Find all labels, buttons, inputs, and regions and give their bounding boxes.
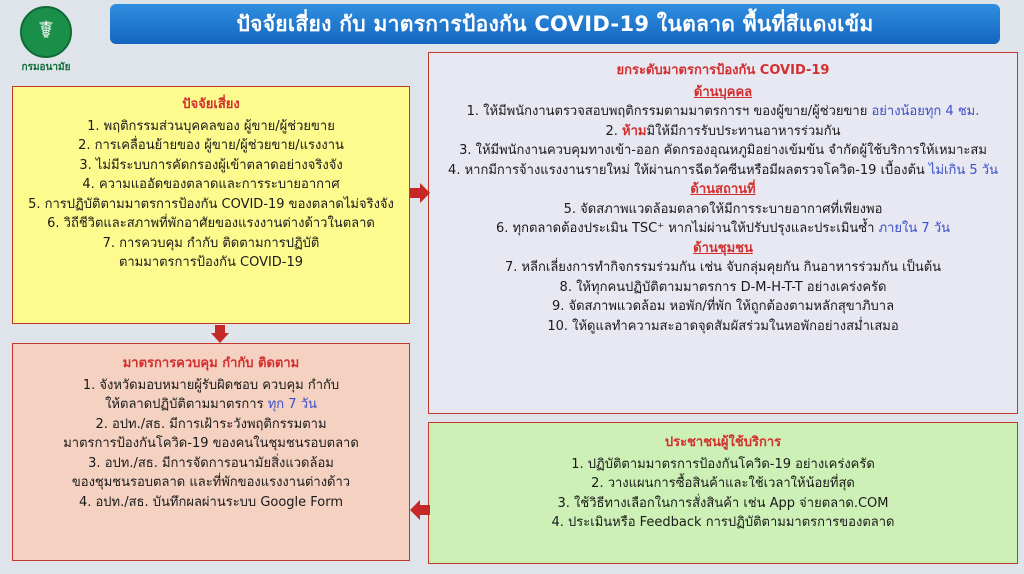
logo-text: กรมอนามัย: [21, 62, 71, 73]
measure-item: [437, 161, 1009, 181]
section-place-title: ด้านสถานที่: [690, 182, 756, 197]
user-item: 4. ประเมินหรือ Feedback การปฏิบัติตามมาตรการของตลาด: [551, 515, 895, 530]
measure-item-highlight: ภายใน 7 วัน: [878, 221, 951, 236]
measure-item: 5. จัดสภาพแวดล้อมตลาดให้มีการระบายอากาศที่เพียงพอ: [563, 201, 883, 217]
control-item: มาตรการป้องกันโควิด-19 ของคนในชุมชนรอบตลาด: [63, 436, 359, 451]
measure-item: 7. หลีกเลี่ยงการทำกิจกรรมร่วมกัน เช่น จับกลุ่มคุยกัน กินอาหารร่วมกัน เป็นต้น: [504, 260, 942, 275]
page-title: ปัจจัยเสี่ยง กับ มาตรการป้องกัน COVID-19 ในตลาด พื้นที่สีแดงเข้ม: [236, 11, 874, 36]
risk-item: 1. พฤติกรรมส่วนบุคคลของ ผู้ขาย/ผู้ช่วยขาย: [87, 118, 335, 134]
measures-title: ยกระดับมาตรการป้องกัน COVID-19: [616, 63, 830, 78]
measure-item-text: 6. ทุกตลาดต้องประเมิน TSC⁺ หากไม่ผ่านให้ปรับปรุงและประเมินซ้ำ: [495, 221, 875, 236]
risk-item: 5. การปฏิบัติตามมาตรการป้องกัน COVID-19 ของตลาดไม่จริงจัง: [28, 196, 394, 212]
arrow-left-icon: [410, 500, 430, 520]
control-item: 3. อปท./สธ. มีการจัดการอนามัยสิ่งแวดล้อม: [88, 455, 334, 471]
risk-item: 2. การเคลื่อนย้ายของ ผู้ขาย/ผู้ช่วยขาย/แรงงาน: [78, 138, 344, 153]
department-of-health-logo: [14, 6, 78, 76]
control-item-highlight: ทุก 7 วัน: [267, 397, 317, 412]
control-measures-box: [12, 343, 410, 561]
risk-item: 6. วิถีชีวิตและสภาพที่พักอาศัยของแรงงานต่างด้าวในตลาด: [47, 216, 375, 231]
control-item-text: ให้ตลาดปฏิบัติตามมาตรการ: [105, 397, 264, 412]
measure-item-text: 4. หากมีการจ้างแรงงานรายใหม่ ให้ผ่านการฉีดวัคซีนหรือมีผลตรวจโควิด-19 เบื้องต้น: [448, 162, 925, 178]
measure-item-text: 1. ให้มีพนักงานตรวจสอบพฤติกรรมตามมาตรการฯ ของผู้ขาย/ผู้ช่วยขาย: [466, 104, 868, 119]
measure-item: 3. ให้มีพนักงานควบคุมทางเข้า-ออก คัดกรองอุณหภูมิอย่างเข้มข้น จำกัดผู้ใช้บริการให้เหมาะสม: [459, 143, 987, 158]
user-item: 1. ปฏิบัติตามมาตรการป้องกันโควิด-19 อย่างเคร่งครัด: [571, 456, 875, 472]
measure-item: [437, 122, 1009, 142]
section-community-title: ด้านชุมชน: [693, 240, 753, 256]
measure-item: 10. ให้ดูแลทำความสะอาดจุดสัมผัสร่วมในหอพักอย่างสม่ำเสมอ: [547, 318, 899, 334]
users-title: ประชาชนผู้ใช้บริการ: [664, 435, 782, 450]
risk-factors-box: [12, 86, 410, 324]
measure-item: [437, 102, 1009, 122]
user-item: 2. วางแผนการซื้อสินค้าและใช้เวลาให้น้อยที่สุด: [591, 476, 855, 491]
measure-item-highlight: ห้าม: [622, 123, 647, 139]
measure-item-highlight: ไม่เกิน 5 วัน: [928, 162, 998, 178]
title-banner: [110, 4, 1000, 44]
control-item: [21, 395, 401, 415]
risk-item: 4. ความแออัดของตลาดและการระบายอากาศ: [82, 177, 340, 192]
control-item: 2. อปท./สธ. มีการเฝ้าระวังพฤติกรรมตาม: [95, 416, 327, 432]
risk-factors-title: ปัจจัยเสี่ยง: [182, 97, 240, 112]
measure-item: 9. จัดสภาพแวดล้อม หอพัก/ที่พัก ให้ถูกต้องตามหลักสุขาภิบาล: [551, 299, 895, 314]
arrow-right-icon: [410, 183, 430, 203]
risk-item: 7. การควบคุม กำกับ ติดตามการปฏิบัติ: [102, 235, 320, 251]
risk-item: 3. ไม่มีระบบการคัดกรองผู้เข้าตลาดอย่างจริงจัง: [79, 157, 343, 173]
measure-item: 8. ให้ทุกคนปฏิบัติตามมาตรการ D-M-H-T-T อย่างเคร่งครัด: [559, 279, 887, 295]
upgraded-measures-box: [428, 52, 1018, 414]
user-item: 3. ใช้วิธีทางเลือกในการสั่งสินค้า เช่น App จ่ายตลาด.COM: [557, 495, 889, 511]
measure-item-highlight: อย่างน้อยทุก 4 ชม.: [871, 104, 980, 119]
control-item: 4. อปท./สธ. บันทึกผลผ่านระบบ Google Form: [78, 494, 344, 510]
section-personal-title: ด้านบุคคล: [693, 84, 753, 100]
users-box: [428, 422, 1018, 564]
control-item: ของชุมชนรอบตลาด และที่พักของแรงงานต่างด้าว: [71, 475, 351, 490]
control-item: 1. จังหวัดมอบหมายผู้รับผิดชอบ ควบคุม กำกับ: [82, 377, 340, 393]
health-seal-icon: [20, 6, 72, 58]
measure-item: [437, 219, 1009, 239]
measure-item-number: 2.: [605, 123, 623, 139]
risk-item: ตามมาตรการป้องกัน COVID-19: [118, 255, 304, 270]
measure-item-text: มิให้มีการรับประทานอาหารร่วมกัน: [646, 123, 841, 139]
control-title: มาตรการควบคุม กำกับ ติดตาม: [122, 356, 300, 371]
arrow-down-icon: [211, 325, 229, 343]
